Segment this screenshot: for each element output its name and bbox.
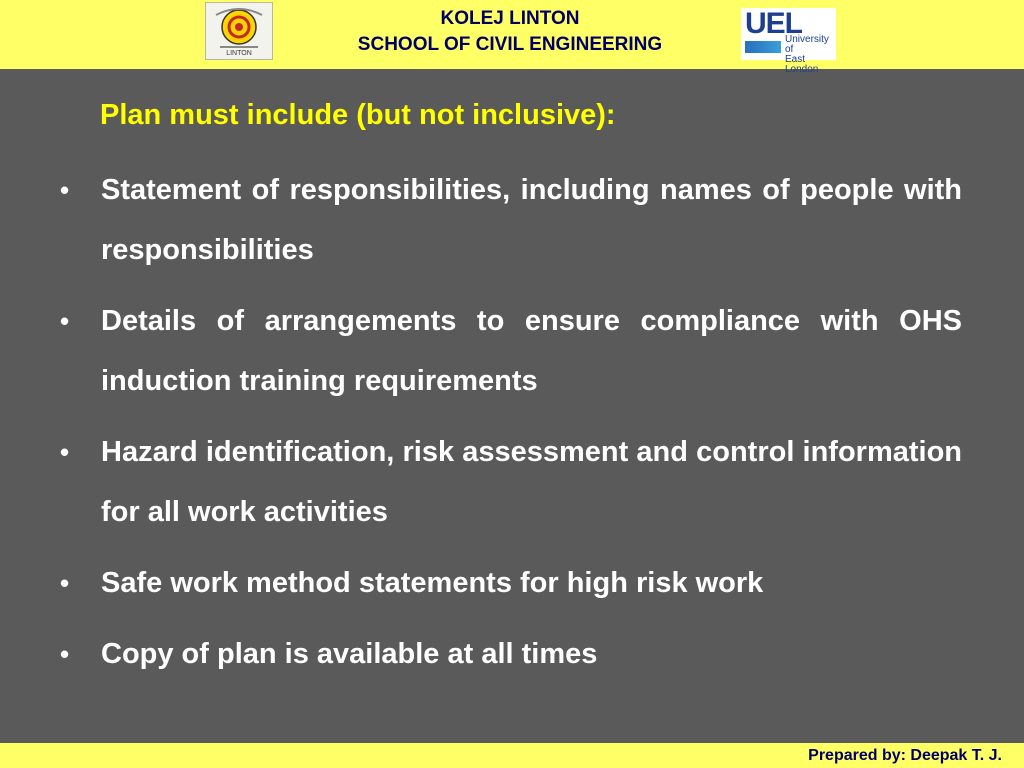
uel-logo-mark: UEL [745,7,802,40]
uel-logo-text: University of East London [785,34,829,75]
bullet-icon: • [60,437,70,467]
bullet-item [60,422,962,542]
uel-logo-bar [745,41,781,53]
linton-crest-icon [206,3,272,59]
bullet-text: Statement of responsibilities, including names of people with responsibilities [101,174,962,266]
bullet-text: Copy of plan is available at all times [101,638,598,670]
footer-credit: Prepared by: Deepak T. J. [808,747,1002,764]
linton-logo-text: LINTON [226,50,252,57]
bullet-text: Hazard identification, risk assessment and control information for all work activities [101,436,962,528]
bullet-text: Safe work method statements for high risk work [101,567,764,599]
bullet-icon: • [60,639,70,669]
header-banner [0,0,1024,75]
bullet-item [60,624,962,684]
footer-banner [0,743,1024,768]
header-title [290,6,730,58]
bullet-list [60,160,962,695]
bullet-icon: • [60,568,70,598]
bullet-icon: • [60,306,70,336]
slide-subtitle: Plan must include (but not inclusive): [100,99,616,131]
bullet-icon: • [60,175,70,205]
bullet-item [60,160,962,280]
bullet-text: Details of arrangements to ensure compliance with OHS induction training requirements [101,305,962,397]
school-name: KOLEJ LINTON [440,8,580,29]
kolej-linton-logo [205,2,273,60]
bullet-item [60,291,962,411]
uel-logo [741,7,836,75]
bullet-item [60,553,962,613]
department-name: SCHOOL OF CIVIL ENGINEERING [357,34,663,55]
